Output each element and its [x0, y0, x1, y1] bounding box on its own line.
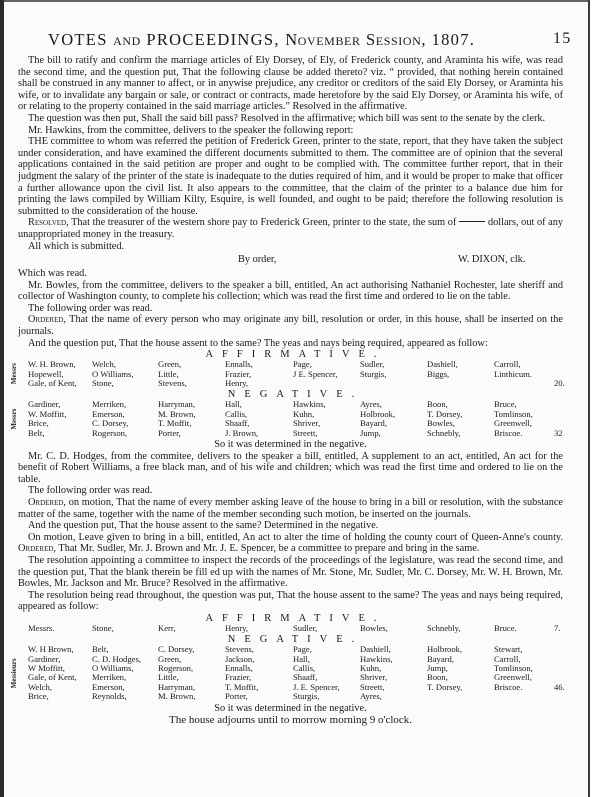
affirmative-heading: AFFIRMATIVE.: [205, 612, 386, 624]
paragraph-lead: Resolved,: [28, 217, 69, 229]
member-name: Page,: [293, 359, 312, 370]
title-session: Session,: [366, 30, 427, 49]
paragraph: [18, 125, 563, 137]
by-order: By order,: [238, 254, 277, 266]
paragraph-text: Mr. C. D. Hodges, from the commitee, delivers to the speaker a bill, entitled, A supplement to an act, entitled, An act for the benefit of Robert Williams, a free black man, and of his wife and children; which was read the first time and ordered to lie on the table.: [18, 450, 563, 485]
paragraph: [18, 532, 563, 555]
paragraph: [18, 55, 563, 113]
member-name: W Moffitt,: [28, 663, 65, 674]
member-name: Streett,: [360, 681, 385, 692]
member-name: Shriver,: [360, 672, 388, 683]
signature-line: [18, 254, 563, 268]
member-name: J. Brown,: [225, 427, 259, 438]
vote-count: 32: [554, 427, 563, 438]
member-name: C. Dorsey,: [158, 644, 195, 655]
member-name: W. H. Brown,: [28, 359, 76, 370]
page-number: 15: [553, 30, 572, 47]
member-name: Shaaff,: [225, 418, 250, 429]
paragraph: [18, 497, 563, 520]
vote-count: 20.: [554, 378, 565, 389]
member-name: Gale, of Kent,: [28, 672, 77, 683]
member-name: Kuhn,: [360, 663, 382, 674]
affirmative-heading: AFFIRMATIVE.: [205, 349, 386, 361]
vote-count: 46.: [554, 681, 565, 692]
member-name: Holbrook,: [360, 408, 396, 419]
paragraph: [18, 280, 563, 303]
member-name: Reynolds,: [92, 691, 127, 702]
member-name: Sudler,: [293, 622, 318, 633]
paragraph-text: The following order was read.: [28, 485, 153, 497]
member-name: Stone,: [92, 378, 114, 389]
member-name: Harryman,: [158, 681, 195, 692]
paragraph: [18, 217, 563, 240]
member-name: Shaaff,: [293, 672, 318, 683]
member-name: Brice,: [28, 691, 49, 702]
member-name: Emerson,: [92, 681, 125, 692]
paragraph: [18, 520, 563, 532]
paragraph: [18, 555, 563, 590]
member-name: Hawkins,: [293, 399, 326, 410]
affirmative-list: [10, 359, 565, 389]
member-name: Brice,: [28, 418, 49, 429]
scan-edge-top: [0, 0, 600, 2]
paragraph-text: on motion, That the name of every member asking leave of the house to bring in a bill or resolution, with the substance matter of the same, together with the name of the member seconding such motion, be inserted on the journals.: [18, 496, 563, 520]
member-name: Rogerson,: [92, 427, 128, 438]
page-body: [10, 55, 565, 727]
paragraph: [18, 303, 563, 315]
negative-heading: NEGATIVE.: [227, 634, 364, 646]
member-name: Merriken,: [92, 672, 127, 683]
paragraph-text: THE committee to whom was referred the petition of Frederick Green, printer to the state, report, that they have taken the subject under consideration, and have examined the different documents submitted to them. The committee are of opinion that the several applications contained in the said petition are proper and ought to be complied with. The committee further report, that in their judgment the salary of the printer of the state is inadequate to the duties required of him, and it would be proper to make that officer a further allowance upon the civil list. It also appears to the committee, that the claim of the printer to a balance due him for printing the laws compiled by William Kilty, Esquire, is well founded, and ought to be paid; therefore the following resolution is submitted to the consideration of the house.: [18, 136, 563, 217]
member-name: Hall,: [293, 653, 310, 664]
member-name: Gale, of Kent,: [28, 378, 77, 389]
member-name: Callis,: [225, 408, 248, 419]
paragraph-text: The resolution being read throughout, the question was put, That the house assent to the same? The yeas and nays being required, appeared as follow:: [18, 589, 563, 613]
member-name: Messrs.: [28, 622, 55, 633]
vote-row: [18, 429, 563, 438]
member-name: C. D. Hodges,: [92, 653, 141, 664]
member-name: Bowles,: [427, 418, 455, 429]
member-name: Carroll,: [494, 359, 521, 370]
member-name: Hall,: [225, 399, 242, 410]
member-name: Boon,: [427, 672, 448, 683]
member-name: Briscoe.: [494, 427, 523, 438]
paragraph: [18, 485, 563, 497]
member-name: Dashiell,: [427, 359, 458, 370]
paragraph: [18, 451, 563, 486]
member-name: J. E. Spencer,: [293, 681, 340, 692]
member-name: Stewart,: [494, 644, 523, 655]
member-name: Dashiell,: [360, 644, 391, 655]
vote-row: [18, 692, 563, 701]
title-votes: VOTES: [48, 30, 108, 49]
member-name: Tomlinson,: [494, 663, 533, 674]
negative-list: [10, 399, 563, 438]
member-name: Frazier,: [225, 368, 252, 379]
scan-edge-right: [588, 0, 590, 797]
member-name: Sturgis,: [293, 691, 320, 702]
member-name: Tomlinson,: [494, 408, 533, 419]
blank-amount-line: [459, 221, 485, 222]
member-name: Biggs,: [427, 368, 450, 379]
paragraph-text: That Mr. Sudler, Mr. J. Brown and Mr. J. E. Spencer, be a committee to prepare and bring in the same.: [56, 543, 480, 555]
member-name: W. Moffitt,: [28, 408, 67, 419]
member-name: Rogerson,: [158, 663, 194, 674]
vote-row: [18, 379, 563, 388]
member-name: Shriver,: [293, 418, 321, 429]
paragraph-text: dollars, out of any unappropriated money in the treasury.: [18, 217, 564, 240]
member-name: Jump,: [360, 427, 381, 438]
affirmative-list: [18, 624, 563, 633]
member-name: Bruce,: [494, 399, 517, 410]
paragraph: [18, 113, 563, 125]
vote-result: So it was determined in the negative.: [214, 702, 367, 714]
member-name: Green,: [158, 359, 182, 370]
member-name: Belt,: [28, 427, 45, 438]
paragraph-text: Mr. Bowles, from the committee, delivers to the speaker a bill, entitled, An act authorising Nathaniel Rochester, late sheriff and collector of Washington county, to complete his collection; which was read the first time and ordered to lie on the table.: [18, 279, 563, 303]
paragraph-lead: Ordered,: [28, 496, 67, 508]
member-name: Jackson,: [225, 653, 255, 664]
page-header: [48, 30, 578, 50]
negative-heading: NEGATIVE.: [227, 389, 364, 401]
member-name: Bowles,: [360, 622, 388, 633]
member-name: Stevens,: [225, 644, 254, 655]
member-name: Stevens,: [158, 378, 187, 389]
paragraph-lead: Ordered,: [28, 314, 67, 326]
member-name: Little,: [158, 368, 179, 379]
vote-record-2: [10, 612, 565, 714]
member-name: J E. Spencer,: [293, 368, 338, 379]
paragraphs-section-1: [18, 55, 563, 252]
vote-row: [18, 624, 563, 633]
paragraph-text: That the name of every person who may originate any bill, resolution or order, in this house, shall be inserted on the journals.: [18, 314, 563, 338]
member-name: Linthicum.: [494, 368, 532, 379]
member-name: Boon,: [427, 399, 448, 410]
member-name: Sturgis,: [360, 368, 387, 379]
member-name: Page,: [293, 644, 312, 655]
title-month: November: [285, 30, 361, 49]
scan-edge-left: [0, 0, 4, 797]
member-name: Ennalls,: [225, 663, 253, 674]
member-name: W. H Brown,: [28, 644, 74, 655]
member-name: Sudler,: [360, 359, 385, 370]
member-name: Kerr,: [158, 622, 176, 633]
member-name: Merriken,: [92, 399, 127, 410]
member-name: M. Brown,: [158, 691, 196, 702]
member-name: Gardiner,: [28, 653, 61, 664]
member-name: Briscoe.: [494, 681, 523, 692]
member-name: Hopewell,: [28, 368, 64, 379]
member-name: Emerson,: [92, 408, 125, 419]
member-name: Jump,: [427, 663, 448, 674]
member-name: Bayard,: [360, 418, 387, 429]
member-name: Kuhn,: [293, 408, 315, 419]
member-name: Henry,: [225, 622, 249, 633]
member-name: Porter,: [225, 691, 248, 702]
member-name: Ayres,: [360, 691, 382, 702]
vote-result: So it was determined in the negative.: [214, 438, 367, 450]
adjournment-notice: The house adjourns until to morrow morning 9 o'clock.: [168, 714, 413, 727]
paragraph: [18, 338, 563, 350]
scan-margin-right: [590, 0, 600, 797]
member-name: Carroll,: [494, 653, 521, 664]
title-year: 1807.: [431, 30, 476, 49]
member-name: O Williams,: [92, 663, 134, 674]
member-name: Streett,: [293, 427, 318, 438]
member-name: Belt,: [92, 644, 109, 655]
paragraphs-section-2: [18, 268, 563, 349]
paragraph: [18, 590, 563, 613]
paragraph-lead: Ordered,: [18, 543, 57, 555]
paragraph: [18, 136, 563, 217]
paragraph-text: That the treasurer of the western shore pay to Frederick Green, printer to the state, the sum of: [68, 217, 457, 229]
paragraph: [18, 314, 563, 337]
paragraph-text: On motion, Leave given to bring in a bill, entitled, An act to alter the time of holding the county court of Queen-Anne's county.: [28, 531, 563, 543]
messrs-side-label: Messieurs: [10, 658, 18, 689]
paragraph-text: Mr. Hawkins, from the committee, delivers to the speaker the following report:: [28, 124, 354, 136]
vote-record-1: [10, 349, 565, 450]
member-name: Stone,: [92, 622, 114, 633]
member-name: T. Dorsey,: [427, 408, 463, 419]
clerk-signature: W. DIXON, clk.: [458, 254, 526, 266]
member-name: Bruce.: [494, 622, 517, 633]
messrs-side-label: Messrs: [10, 408, 18, 430]
member-name: Ayres,: [360, 399, 382, 410]
paragraph-text: The following order was read.: [28, 302, 153, 314]
vote-count: 7.: [554, 622, 561, 633]
member-name: Welch,: [28, 681, 52, 692]
paragraph: [18, 268, 563, 280]
member-name: Hawkins,: [360, 653, 393, 664]
member-name: C. Dorsey,: [92, 418, 129, 429]
member-name: Ennalls,: [225, 359, 253, 370]
member-name: Greenwell,: [494, 672, 532, 683]
paragraph-text: The bill to ratify and confirm the marriage articles of Ely Dorsey, of Ely, of Frederick county, and Araminta his wife, was read the second time, and the question put, That the following clause be added thereto? viz. “ provided, that nothing herein contained shall be construed in any manner to affect, or in anywise prejudice, any creditor or creditors of the said Ely Dorsey, or Araminta his wife, or to invalidate any bargain or sale, or contract or contracts, made heretofore by the said Ely Dorsey, or Araminta his wife, of or relating to the property contained in the said marriage articles.” Resolved in the affirmative.: [18, 55, 563, 113]
member-name: O Williams,: [92, 368, 134, 379]
title-and: and: [113, 30, 141, 49]
paragraph-text: And the question put, That the house assent to the same? Determined in the negative.: [28, 520, 379, 532]
member-name: Porter,: [158, 427, 181, 438]
paragraph: [18, 241, 563, 253]
member-name: Henry,: [225, 378, 249, 389]
member-name: Callis,: [293, 663, 316, 674]
paragraphs-section-3: [18, 451, 563, 613]
member-name: Green,: [158, 653, 182, 664]
member-name: Little,: [158, 672, 179, 683]
member-name: Gardiner,: [28, 399, 61, 410]
negative-list: [10, 644, 565, 702]
member-name: Welch,: [92, 359, 116, 370]
member-name: Holbrook,: [427, 644, 463, 655]
title-proceedings: PROCEEDINGS,: [146, 30, 280, 49]
member-name: T. Moffit,: [158, 418, 192, 429]
member-name: T. Moffit,: [225, 681, 259, 692]
paragraph-text: And the question put, That the house assent to the same? The yeas and nays being required, appeared as follow:: [28, 337, 488, 349]
messrs-side-label: Messrs: [10, 363, 18, 385]
member-name: Harryman,: [158, 399, 195, 410]
member-name: Bayard,: [427, 653, 454, 664]
paragraph-text: The resolution appointing a committee to inspect the records of the proceedings of the legislature, was read the second time, and the question put, That the blank therein be fill ed up with the names of Mr. Stone, Mr. Sudler, Mr. C. Dorsey, Mr. W. H. Brown, Mr. Bowles, Mr. Jackson and Mr. Bruce? Resolved in the affirmative.: [18, 554, 563, 590]
member-name: T. Dorsey,: [427, 681, 463, 692]
member-name: M. Brown,: [158, 408, 196, 419]
paragraph-text: Which was read.: [18, 268, 87, 280]
paragraph-text: The question was then put, Shall the said bill pass? Resolved in the affirmative; which bill was sent to the senate by the clerk.: [28, 112, 546, 124]
member-name: Greenwell,: [494, 418, 532, 429]
member-name: Schnebly,: [427, 622, 461, 633]
member-name: Frazier,: [225, 672, 252, 683]
member-name: Schnebly,: [427, 427, 461, 438]
paragraph-text: All which is submitted.: [28, 240, 125, 252]
